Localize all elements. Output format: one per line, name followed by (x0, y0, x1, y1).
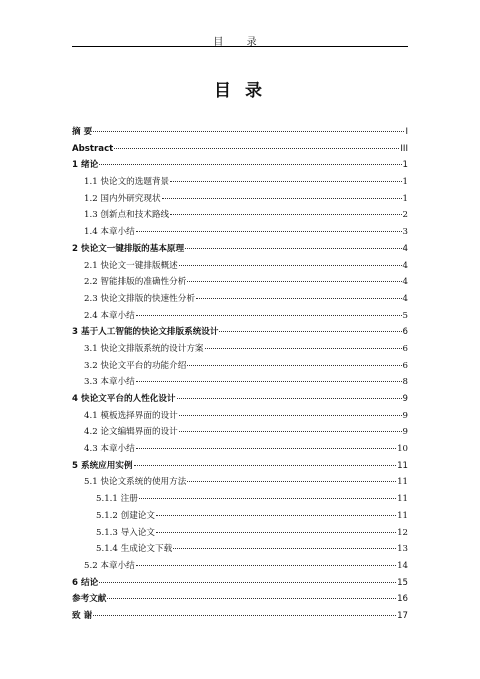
toc-entry-label: 2.1 快论文一键排版概述 (84, 260, 178, 271)
dot-leader (170, 214, 401, 215)
toc-entry-page-number: 6 (402, 343, 408, 354)
toc-entry-page-number: 2 (402, 210, 408, 221)
toc-entry-page-number: 1 (402, 160, 408, 171)
toc-entry-label: 6 结论 (72, 577, 99, 588)
toc-entry-page-number: 13 (397, 544, 408, 555)
toc-entry[interactable] (72, 224, 408, 241)
dot-leader (99, 164, 401, 165)
toc-entry-label: 5.1 快论文系统的使用方法 (84, 477, 187, 488)
toc-entry-page-number: 4 (402, 260, 408, 271)
toc-entry-label: 致 谢 (72, 610, 93, 621)
toc-entry[interactable] (72, 391, 408, 408)
toc-entry[interactable] (72, 174, 408, 191)
toc-entry-page-number: 11 (397, 510, 408, 521)
toc-entry[interactable] (72, 408, 408, 425)
dot-leader (219, 331, 401, 332)
toc-entry[interactable] (72, 558, 408, 575)
dot-leader (156, 532, 396, 533)
dot-leader (179, 415, 402, 416)
toc-entry[interactable] (72, 591, 408, 608)
dot-leader (139, 498, 396, 499)
toc-entry[interactable] (72, 324, 408, 341)
toc-entry-page-number: 4 (402, 277, 408, 288)
toc-entry-page-number: 10 (397, 444, 408, 455)
toc-entry-page-number: 15 (397, 577, 408, 588)
toc-entry[interactable] (72, 441, 408, 458)
toc-entry-label: 1.3 创新点和技术路线 (84, 210, 170, 221)
toc-entry-label: 4.1 模板选择界面的设计 (84, 410, 178, 421)
toc-entry-page-number: I (405, 127, 408, 137)
toc-entry-label: 2.2 智能排版的准确性分析 (84, 277, 187, 288)
toc-entry-page-number: 17 (397, 610, 408, 621)
dot-leader (136, 448, 396, 449)
dot-leader (177, 398, 402, 399)
toc-entry-label: 1 绪论 (72, 160, 99, 171)
toc-entry-label: 4.2 论文编辑界面的设计 (84, 427, 178, 438)
page-title: 目 录 (214, 81, 266, 101)
toc-entry-page-number: 12 (397, 527, 408, 538)
dot-leader (187, 281, 401, 282)
toc-entry-page-number: 4 (402, 293, 408, 304)
dot-leader (156, 515, 396, 516)
dot-leader (114, 148, 399, 149)
toc-entry-page-number: 6 (402, 360, 408, 371)
toc-entry-page-number: 16 (397, 594, 408, 605)
dot-leader (136, 381, 402, 382)
toc-entry-page-number: 3 (402, 227, 408, 238)
dot-leader (136, 565, 396, 566)
toc-entry[interactable] (72, 291, 408, 308)
dot-leader (136, 231, 402, 232)
toc-entry[interactable] (72, 258, 408, 275)
toc-entry[interactable] (72, 374, 408, 391)
toc-entry[interactable] (72, 191, 408, 208)
toc-entry-page-number: 6 (402, 327, 408, 338)
toc-entry-page-number: 8 (402, 377, 408, 388)
dot-leader (187, 481, 396, 482)
toc-entry-page-number: 9 (402, 410, 408, 421)
toc-entry-page-number: 5 (402, 310, 408, 321)
toc-entry-page-number: III (400, 143, 408, 154)
toc-entry-label: 3.2 快论文平台的功能介绍 (84, 360, 187, 371)
toc-entry-label: 1.1 快论文的选题背景 (84, 177, 170, 188)
toc-entry-page-number: 11 (397, 494, 408, 505)
toc-entry-page-number: 9 (402, 427, 408, 438)
dot-leader (185, 248, 401, 249)
toc-entry-label: 2 快论文一键排版的基本原理 (72, 243, 185, 254)
dot-leader (170, 181, 401, 182)
dot-leader (196, 298, 402, 299)
toc-entry-page-number: 11 (397, 460, 408, 471)
dot-leader (107, 598, 396, 599)
dot-leader (179, 431, 402, 432)
toc-entry-label: Abstract (72, 143, 114, 154)
toc-entry-page-number: 1 (402, 193, 408, 204)
running-header: 目 录 (213, 37, 267, 48)
toc-entry[interactable] (72, 124, 408, 141)
toc-entry-label: 2.4 本章小结 (84, 310, 135, 321)
dot-leader (99, 582, 396, 583)
toc-entry-label: 2.3 快论文排版的快速性分析 (84, 293, 195, 304)
toc-entry[interactable] (72, 207, 408, 224)
toc-entry[interactable] (72, 608, 408, 625)
header-rule (72, 46, 408, 47)
table-of-contents (72, 124, 408, 625)
toc-entry-label: 参考文献 (72, 594, 107, 605)
toc-entry-page-number: 11 (397, 477, 408, 488)
toc-entry-label: 5.1.3 导入论文 (96, 527, 155, 538)
toc-entry[interactable] (72, 424, 408, 441)
toc-entry-label: 5.1.4 生成论文下载 (96, 544, 173, 555)
toc-entry-label: 摘 要 (72, 127, 93, 137)
toc-entry[interactable] (72, 458, 408, 475)
toc-entry[interactable] (72, 358, 408, 375)
toc-entry-page-number: 9 (402, 394, 408, 404)
toc-entry[interactable] (72, 341, 408, 358)
dot-leader (136, 315, 402, 316)
toc-entry-label: 5 系统应用实例 (72, 460, 133, 471)
toc-entry[interactable] (72, 308, 408, 325)
toc-entry-label: 4 快论文平台的人性化设计 (72, 394, 176, 404)
toc-entry-page-number: 14 (397, 560, 408, 571)
dot-leader (205, 348, 402, 349)
toc-entry[interactable] (72, 508, 408, 525)
toc-entry-label: 1.2 国内外研究现状 (84, 193, 161, 204)
toc-entry[interactable] (72, 241, 408, 258)
toc-entry[interactable] (72, 575, 408, 592)
toc-entry-page-number: 1 (402, 177, 408, 188)
toc-entry-label: 3 基于人工智能的快论文排版系统设计 (72, 327, 219, 338)
toc-entry-label: 5.2 本章小结 (84, 560, 135, 571)
toc-entry-label: 3.1 快论文排版系统的设计方案 (84, 343, 204, 354)
dot-leader (179, 265, 402, 266)
dot-leader (134, 465, 397, 466)
toc-entry-page-number: 4 (402, 243, 408, 254)
toc-entry-label: 5.1.2 创建论文 (96, 510, 155, 521)
toc-entry[interactable] (72, 541, 408, 558)
dot-leader (173, 548, 396, 549)
toc-entry[interactable] (72, 491, 408, 508)
toc-entry-label: 5.1.1 注册 (96, 494, 138, 505)
toc-entry[interactable] (72, 157, 408, 174)
dot-leader (93, 131, 404, 132)
dot-leader (162, 198, 402, 199)
toc-entry-label: 4.3 本章小结 (84, 444, 135, 455)
dot-leader (93, 615, 396, 616)
toc-entry[interactable] (72, 525, 408, 542)
toc-entry-label: 3.3 本章小结 (84, 377, 135, 388)
toc-entry[interactable] (72, 474, 408, 491)
toc-entry[interactable] (72, 274, 408, 291)
toc-entry-label: 1.4 本章小结 (84, 227, 135, 238)
toc-entry[interactable] (72, 141, 408, 158)
dot-leader (187, 365, 401, 366)
